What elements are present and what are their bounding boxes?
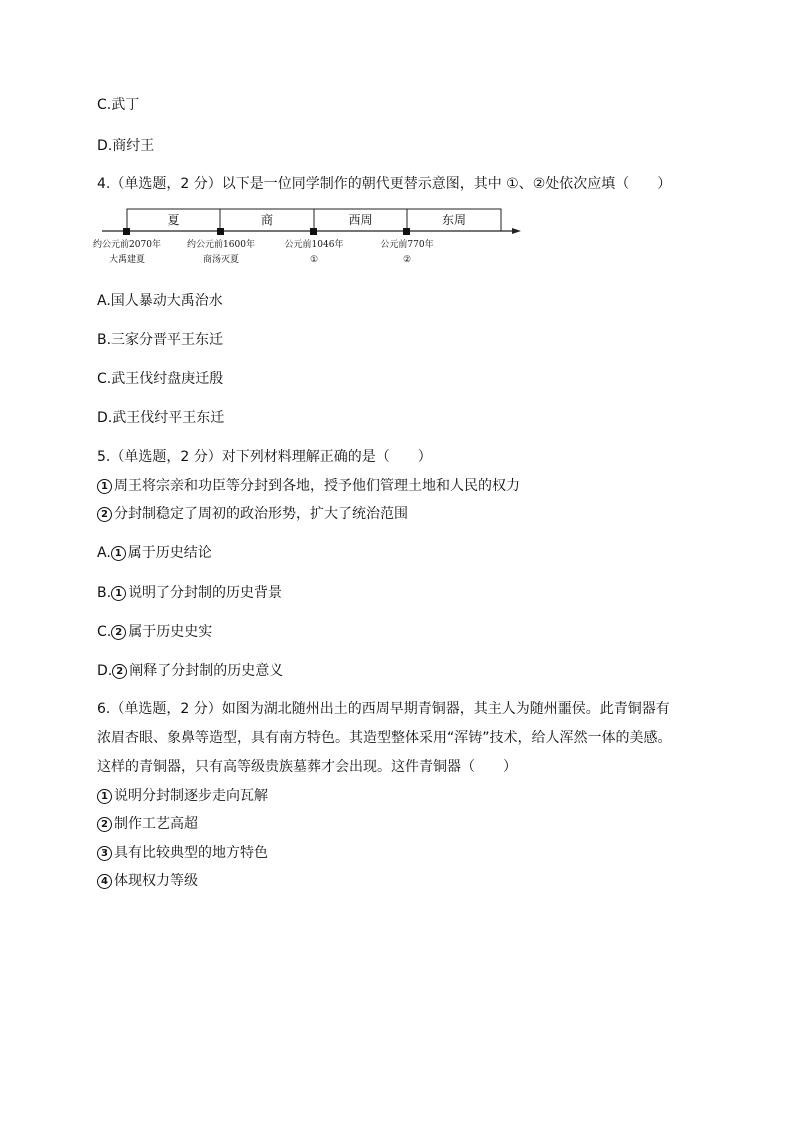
- tick-date: 公元前1046年: [284, 240, 344, 250]
- q5-option-c: [97, 623, 212, 641]
- tick-date: 约公元前1600年: [187, 240, 255, 250]
- era-label-xia: 夏: [167, 213, 180, 227]
- q5-option-a: [97, 544, 212, 562]
- q6-stem-line-1: 6.（单选题，2 分）如图为湖北随州出土的西周早期青铜器，其主人为随州噩侯。此青铜器有: [97, 701, 670, 717]
- q6-item-1: [97, 787, 268, 805]
- tick-event: ②: [402, 255, 412, 265]
- q6-item-3: [97, 844, 268, 862]
- tick-event: 商汤灭夏: [202, 255, 239, 265]
- circled-number: 2: [97, 507, 112, 522]
- q5-material-2: [97, 505, 408, 523]
- q4-option-a: A.国人暴动大禹治水: [97, 293, 223, 309]
- circled-number: 2: [111, 625, 126, 640]
- material-text: 分封制稳定了周初的政治形势，扩大了统治范围: [114, 506, 408, 522]
- option-text: 说明了分封制的历史背景: [128, 585, 283, 601]
- option-prefix: A.: [97, 545, 111, 561]
- tick-date: 约公元前2070年: [93, 240, 161, 250]
- q6-stem-line-2: 浓眉杏眼、象鼻等造型，具有南方特色。其造型整体采用“浑铸”技术，给人浑然一体的美感。: [97, 730, 672, 746]
- circled-number: 1: [97, 789, 112, 804]
- material-text: 周王将宗亲和功臣等分封到各地，授予他们管理土地和人民的权力: [114, 478, 520, 494]
- circled-number: 2: [97, 817, 112, 832]
- era-label-western-zhou: 西周: [348, 213, 373, 227]
- tick-event: ①: [309, 255, 319, 265]
- q5-material-1: [97, 477, 520, 495]
- q5-option-d: [97, 662, 283, 680]
- option-prefix: B.: [97, 585, 112, 601]
- q5-stem: 5.（单选题，2 分）对下列材料理解正确的是（ ）: [97, 449, 432, 465]
- era-label-eastern-zhou: 东周: [441, 213, 466, 227]
- q6-item-2: [97, 815, 198, 833]
- circled-number: 1: [111, 546, 126, 561]
- q3-option-d: D.商纣王: [97, 138, 155, 154]
- arrow-head-icon: [512, 228, 521, 234]
- circled-number: 1: [97, 479, 112, 494]
- q4-option-d: D.武王伐纣平王东迁: [97, 410, 225, 426]
- item-text: 体现权力等级: [114, 873, 198, 889]
- circled-number: 1: [111, 586, 126, 601]
- option-text: 属于历史结论: [127, 545, 212, 561]
- dynasty-timeline: [93, 206, 527, 268]
- q4-option-b: B.三家分晋平王东迁: [97, 332, 224, 348]
- q6-stem-line-3: 这样的青铜器，只有高等级贵族墓葬才会出现。这件青铜器（ ）: [97, 759, 517, 775]
- option-text: 属于历史史实: [128, 624, 213, 640]
- circled-number: 4: [97, 874, 112, 889]
- tick-event: 大禹建夏: [108, 255, 145, 265]
- era-label-shang: 商: [260, 213, 273, 227]
- item-text: 具有比较典型的地方特色: [114, 845, 268, 861]
- q3-option-c: C.武丁: [97, 97, 140, 113]
- tick-date: 公元前770年: [380, 240, 434, 250]
- item-text: 说明分封制逐步走向瓦解: [114, 788, 268, 804]
- circled-number: 2: [112, 664, 127, 679]
- q5-option-b: [97, 584, 282, 602]
- item-text: 制作工艺高超: [114, 816, 198, 832]
- circled-number: 3: [97, 846, 112, 861]
- q6-item-4: [97, 872, 198, 890]
- q4-option-c: C.武王伐纣盘庚迁殷: [97, 371, 224, 387]
- option-text: 阐释了分封制的历史意义: [129, 663, 284, 679]
- option-prefix: C.: [97, 624, 112, 640]
- option-prefix: D.: [97, 663, 113, 679]
- q4-stem: 4.（单选题，2 分）以下是一位同学制作的朝代更替示意图，其中 ①、②处依次应填（ ）: [97, 176, 672, 192]
